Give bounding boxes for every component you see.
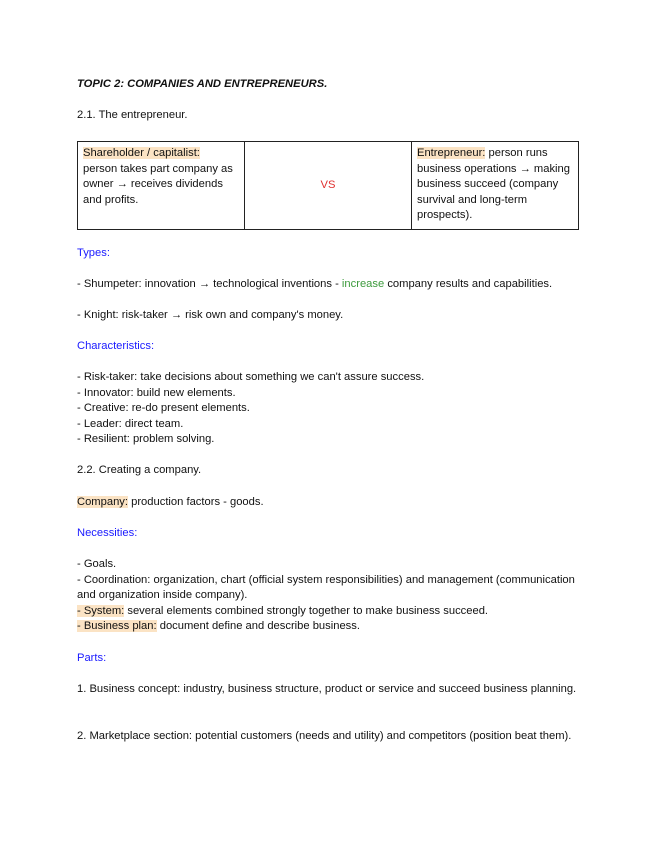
entrepreneur-term: Entrepreneur: <box>417 147 486 159</box>
list-item: - Innovator: build new elements. <box>77 386 236 399</box>
business-plan-term: - Business plan: <box>77 620 157 632</box>
list-item <box>77 604 582 620</box>
company-definition <box>77 495 582 511</box>
characteristics-list <box>77 370 582 448</box>
vs-cell <box>245 142 412 230</box>
increase-word: increase <box>341 278 385 290</box>
system-term: - System: <box>77 604 125 617</box>
list-item <box>77 619 582 635</box>
company-term: Company: <box>77 496 128 508</box>
list-item: - Leader: direct team. <box>77 417 184 430</box>
entrepreneur-cell <box>412 142 579 230</box>
part-marketplace: 2. Marketplace section: potential customers (needs and utility) and competitors (position beat them). <box>77 730 572 742</box>
entrepreneur-definition: person runs business operations → making business succeed (company survival and long-term prospects). <box>417 147 570 221</box>
list-item: - Resilient: problem solving. <box>77 433 215 445</box>
characteristics-heading: Characteristics: <box>77 340 155 352</box>
type-knight: - Knight: risk-taker → risk own and company's money. <box>77 309 344 321</box>
list-item: - Goals. <box>77 558 117 570</box>
business-plan-text: document define and describe business. <box>156 620 360 632</box>
list-item: - Risk-taker: take decisions about something we can't assure success. <box>77 371 425 383</box>
page-title: TOPIC 2: COMPANIES AND ENTREPRENEURS. <box>77 78 328 90</box>
system-text: several elements combined strongly together to make business succeed. <box>124 604 489 617</box>
list-item: - Coordination: organization, chart (official system responsibilities) and management (communication and organization inside company). <box>77 573 575 601</box>
necessities-list <box>77 557 582 635</box>
necessities-heading: Necessities: <box>77 527 138 539</box>
list-item: - Creative: re-do present elements. <box>77 402 250 414</box>
comparison-table <box>77 141 579 230</box>
section-heading-company: 2.2. Creating a company. <box>77 464 202 476</box>
part-business-concept: 1. Business concept: industry, business structure, product or service and succeed business planning. <box>77 683 577 695</box>
company-text: production factors - goods. <box>128 496 264 508</box>
type-shumpeter <box>77 277 582 293</box>
shareholder-term: Shareholder / capitalist: <box>83 147 200 159</box>
types-heading: Types: <box>77 247 110 259</box>
shareholder-definition: person takes part company as owner → receives dividends and profits. <box>83 162 233 206</box>
parts-heading: Parts: <box>77 652 107 664</box>
shumpeter-text: - Shumpeter: innovation → technological inventions - <box>77 278 342 290</box>
vs-label: VS <box>320 178 336 191</box>
table-row <box>78 142 579 230</box>
shumpeter-text-end: company results and capabilities. <box>384 278 553 290</box>
section-heading-entrepreneur: 2.1. The entrepreneur. <box>77 109 188 121</box>
shareholder-cell <box>78 142 245 230</box>
